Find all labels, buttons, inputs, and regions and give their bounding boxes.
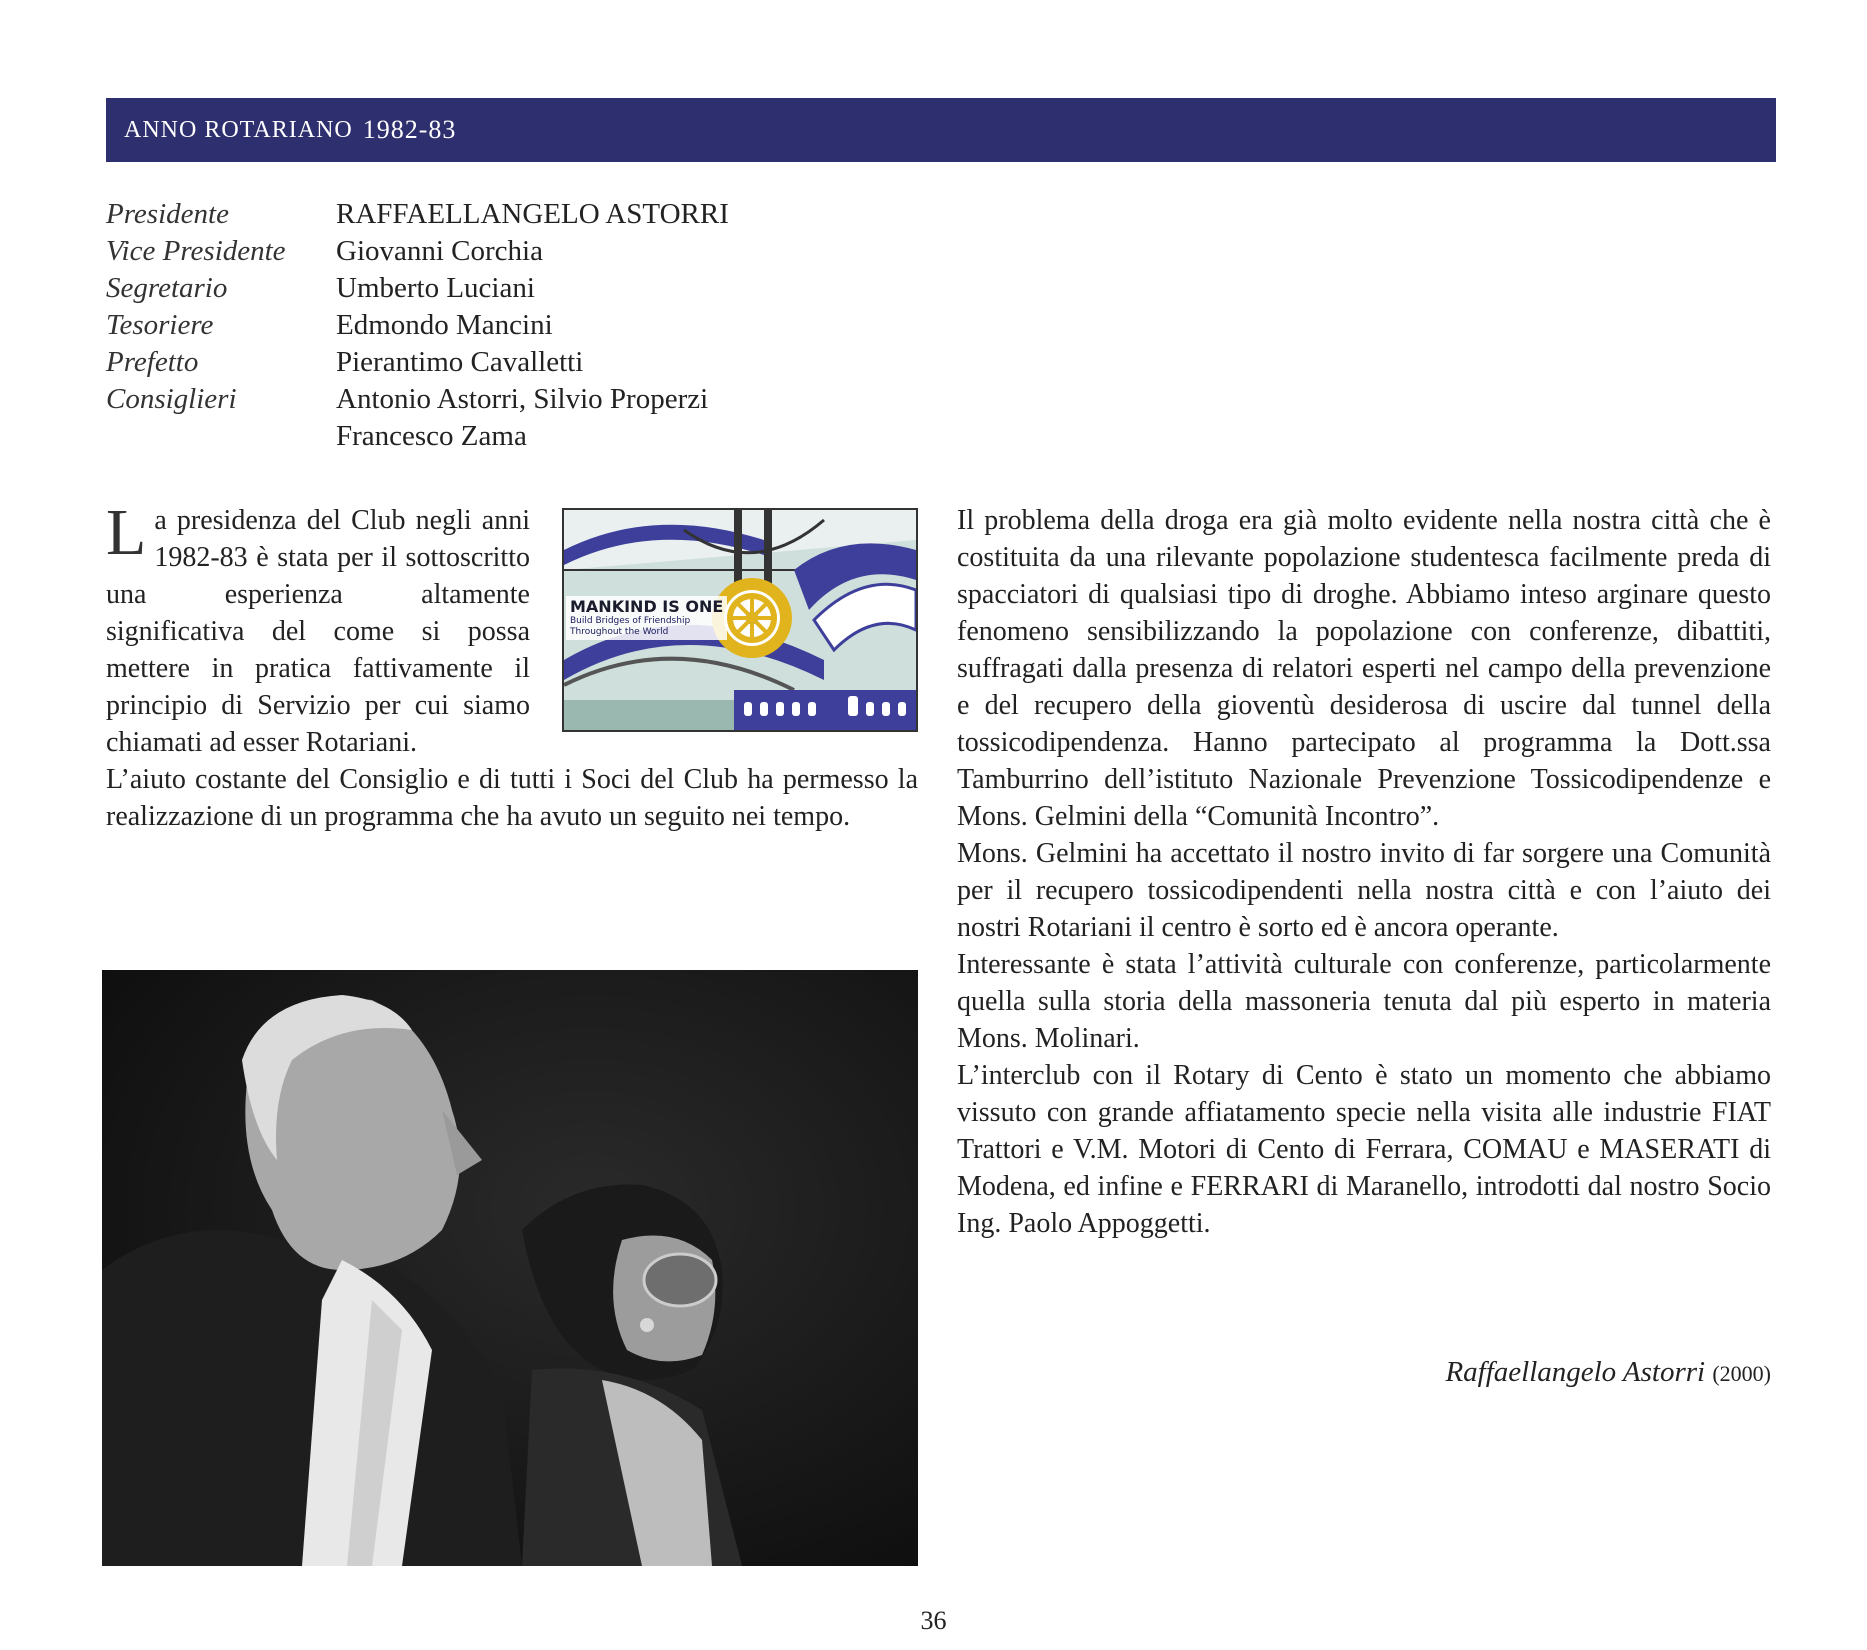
officer-role: Prefetto [106,346,199,378]
author-name: Raffaellangelo Astorri [1445,1356,1706,1388]
author-year: (2000) [1712,1361,1771,1386]
officer-row [106,381,729,418]
officer-row [106,307,729,344]
officer-name: Pierantimo Cavalletti [336,346,584,378]
right-paragraph-4: L’interclub con il Rotary di Cento è stato un momento che abbiamo vissuto con grande affiatamento specie nella visita alle industrie FIAT Trattori e V.M. Motori di Cento di Ferrara, COMAU e MASERATI di Modena, ed infine e FERRARI di Maranello, introdotti dal nostro Socio Ing. Paolo Appoggetti. [957,1060,1771,1239]
drop-cap: L [106,496,147,569]
officer-name: Francesco Zama [336,420,527,452]
officer-row [106,196,729,233]
officer-name: RAFFAELLANGELO ASTORRI [336,198,729,230]
officer-row [106,344,729,381]
officer-name: Umberto Luciani [336,272,535,304]
president-photo [102,970,918,1566]
officer-role: Segretario [106,272,228,304]
right-paragraph-1: Il problema della droga era già molto evidente nella nostra città che è costituita da una rilevante popolazione studentesca facilmente preda di spacciatori di qualsiasi tipo di droghe. Abbiamo inteso arginare questo fenomeno sensibilizzando la popolazione con conferenze, dibattiti, suffragati dalla presenza di relatori esperti nel campo della prevenzione e del recupero della gioventù desiderosa di uscire dal tunnel della tossicodipendenza. Hanno partecipato al programma la Dott.ssa Tamburrino dell’istituto Nazionale Prevenzione Tossicodipendenze e Mons. Gelmini della “Comunità Incontro”. [957,505,1771,832]
left-paragraph-1-text: a presidenza del Club negli anni 1982-83 è stata per il sottoscritto una esperienza altamente significativa del come si possa mettere in pratica fattivamente il principio di Servizio per cui siamo chiamati ad esser Rotariani. [106,505,530,758]
photo-figures [102,970,918,1566]
inset-line-1: Build Bridges of Friendship [570,616,691,626]
officer-role: Tesoriere [106,309,214,341]
officer-role: Presidente [106,198,229,230]
officer-role: Vice Presidente [106,235,286,267]
inset-caption [566,596,727,640]
officers-list [106,196,729,455]
officer-name: Edmondo Mancini [336,309,553,341]
left-text-column [106,496,918,835]
section-title: ANNO ROTARIANO [124,116,353,143]
officer-name: Giovanni Corchia [336,235,543,267]
rotary-theme-image [562,508,918,732]
section-header-bar [106,98,1776,162]
officer-row [106,270,729,307]
right-paragraph-3: Interessante è stata l’attività culturale con conferenze, particolarmente quella sulla storia della massoneria tenuta dal più esperto in materia Mons. Molinari. [957,949,1771,1054]
right-text-column [957,502,1771,1242]
page-number: 36 [920,1606,947,1635]
officer-role [106,418,336,455]
right-paragraph-2: Mons. Gelmini ha accettato il nostro invito di far sorgere una Comunità per il recupero tossicodipendenti nella nostra città e con l’aiuto dei nostri Rotariani il centro è sorto ed è ancora operante. [957,838,1771,943]
officer-role: Consiglieri [106,383,237,415]
section-year: 1982-83 [362,115,457,144]
left-paragraph-2: L’aiuto costante del Consiglio e di tutti i Soci del Club ha permesso la realizzazione di un programma che ha avuto un seguito nei tempo. [106,764,918,832]
officer-row [106,233,729,270]
officer-row [106,418,729,455]
inset-line-2: Throughout the World [570,627,669,637]
inset-headline: MANKIND IS ONE [570,597,724,616]
author-signature [1445,1356,1771,1389]
officer-name: Antonio Astorri, Silvio Properzi [336,383,709,415]
